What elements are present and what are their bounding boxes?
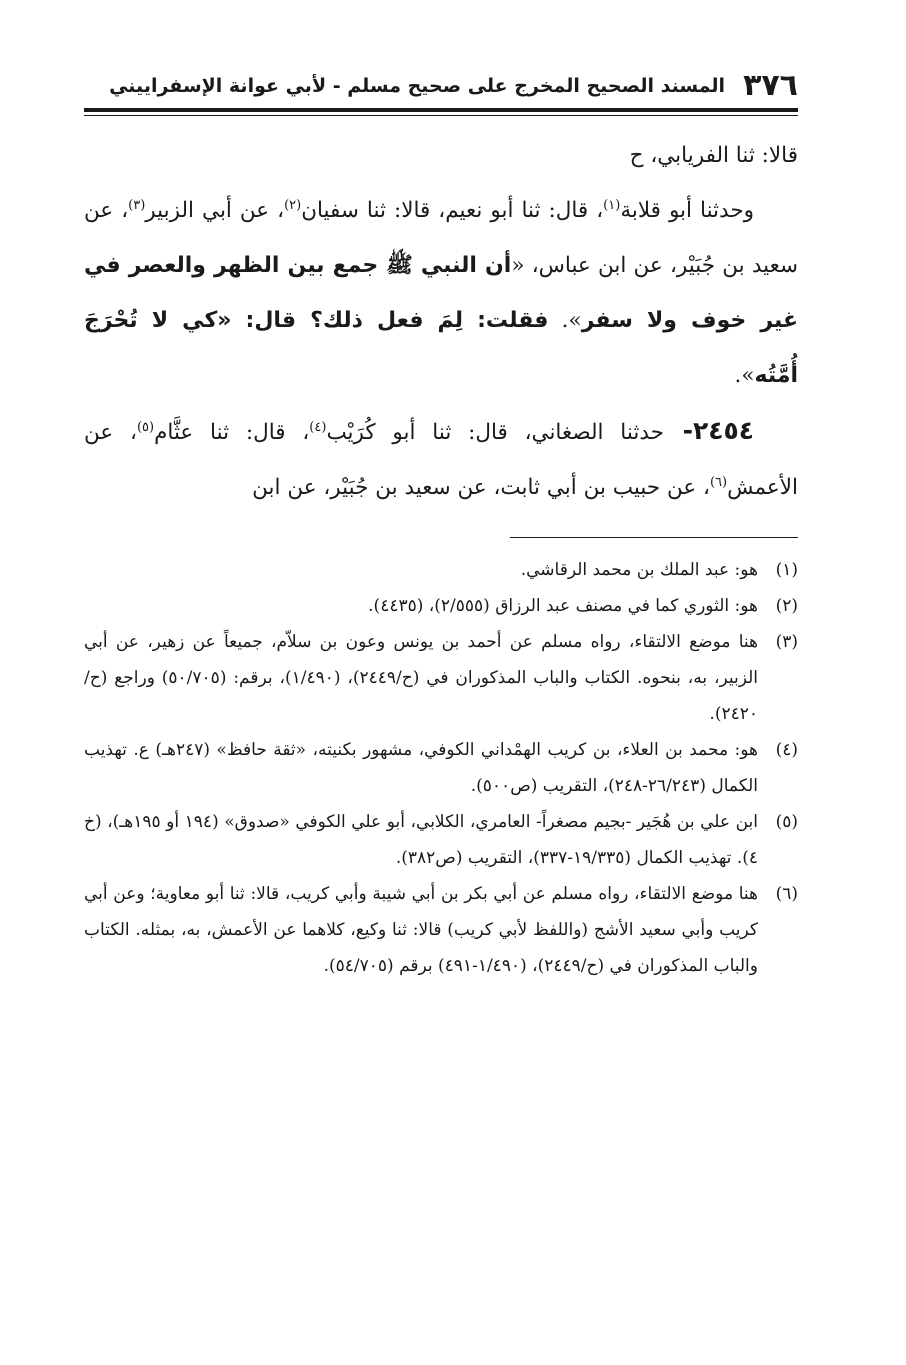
para1-segment-1: وحدثنا أبو قلابة bbox=[620, 198, 754, 223]
hadith-matn-2: فقلت: لِمَ فعل ذلك؟ قال: «كي لا تُحْرَجَ أُمَّتُه bbox=[84, 308, 798, 388]
footnote-4 bbox=[84, 732, 798, 804]
footnote-1 bbox=[84, 552, 798, 588]
para1-segment-2: ، قال: ثنا أبو نعيم، قالا: ثنا سفيان bbox=[301, 198, 604, 223]
footnote-number: (٢) bbox=[775, 596, 798, 616]
para2-segment-1: حدثنا الصغاني، قال: ثنا أبو كُرَيْب bbox=[326, 420, 664, 445]
para1-segment-4: ، عن سعيد بن جُبَيْر، عن ابن عباس، « bbox=[84, 198, 798, 278]
footnote-number: (١) bbox=[775, 560, 798, 580]
footnote-separator bbox=[510, 537, 798, 538]
paragraph-2 bbox=[84, 403, 798, 515]
book-page bbox=[84, 58, 798, 984]
page-header bbox=[84, 58, 798, 106]
footnote-text: هو: محمد بن العلاء، بن كريب الهمْداني الكوفي، مشهور بكنيته، «ثقة حافظ» (٢٤٧هـ) ع. تهذيب الكمال (٢٦/٢٤٣-٢٤٨)، التقريب (ص٥٠٠). bbox=[84, 740, 758, 796]
footnote-number: (٦) bbox=[775, 884, 799, 904]
footnote-text: ابن علي بن هُجَير -بجيم مصغراً- العامري، الكلابي، أبو علي الكوفي «صدوق» (١٩٤ أو ١٩٥هـ)، (خ ٤). تهذيب الكمال (١٩/٣٣٥-٣٣٧)، التقريب (ص٣٨٢). bbox=[84, 812, 758, 868]
footnote-ref-4[interactable]: (٤) bbox=[309, 420, 327, 435]
footnote-ref-1[interactable]: (١) bbox=[603, 198, 621, 213]
paragraph-1 bbox=[84, 183, 798, 403]
footnote-text: هو: عبد الملك بن محمد الرقاشي. bbox=[520, 560, 758, 580]
footnote-number: (٤) bbox=[775, 740, 798, 760]
para1-segment-6: ». bbox=[734, 363, 755, 388]
footnote-text: هنا موضع الالتقاء، رواه مسلم عن أبي بكر بن أبي شيبة وأبي كريب، قالا: ثنا أبو معاوية؛ وعن أبي كريب وأبي سعيد الأشج (واللفظ لأبي كريب) قالا: ثنا وكيع، كلاهما عن الأعمش، به، بمثله. الكتاب والباب المذكوران في (ح/٢٤٤٩)، (١/٤٩٠-٤٩١) برقم (٥٤/٧٠٥). bbox=[84, 884, 759, 976]
footnote-ref-5[interactable]: (٥) bbox=[136, 420, 155, 435]
footnote-5 bbox=[84, 804, 798, 876]
para1-segment-5: ». bbox=[548, 308, 582, 333]
footnote-6 bbox=[84, 876, 798, 984]
hadith-number-dash: - bbox=[663, 416, 693, 445]
page-number: ٣٧٦ bbox=[743, 68, 798, 103]
footnote-ref-2[interactable]: (٢) bbox=[284, 198, 302, 213]
footnote-text: هنا موضع الالتقاء، رواه مسلم عن أحمد بن يونس وعون بن سلاّم، جميعاً عن زهير، عن أبي الزبير، به، بنحوه. الكتاب والباب المذكوران في (ح/٢٤٤٩)، (١/٤٩٠)، برقم: (٥٠/٧٠٥) وراجع (ح/٢٤٢٠). bbox=[84, 632, 758, 724]
main-text bbox=[84, 128, 798, 515]
footnotes bbox=[84, 552, 798, 984]
hadith-matn: أن النبي ﷺ جمع بين الظهر والعصر في غير خوف ولا سفر bbox=[84, 253, 799, 333]
footnote-3 bbox=[84, 624, 798, 732]
hadith-number: ٢٤٥٤ bbox=[692, 416, 754, 445]
running-title: المسند الصحيح المخرج على صحيح مسلم - لأبي عوانة الإسفراييني bbox=[109, 75, 726, 97]
para2-segment-3: ، عن الأعمش bbox=[84, 420, 798, 500]
footnote-ref-3[interactable]: (٣) bbox=[128, 198, 146, 213]
footnote-ref-6[interactable]: (٦) bbox=[709, 475, 728, 490]
text-line-1: قالا: ثنا الفريابي، ح bbox=[629, 143, 798, 168]
header-rule-thick bbox=[84, 108, 798, 112]
header-rule-thin bbox=[84, 115, 798, 116]
para2-segment-2: ، قال: ثنا عثَّام bbox=[154, 420, 310, 445]
footnote-number: (٥) bbox=[775, 812, 798, 832]
footnote-number: (٣) bbox=[775, 632, 798, 652]
para2-segment-4: ، عن حبيب بن أبي ثابت، عن سعيد بن جُبَيْر، عن ابن bbox=[252, 475, 710, 500]
footnote-2 bbox=[84, 588, 798, 624]
para1-segment-3: ، عن أبي الزبير bbox=[145, 198, 285, 223]
footnote-text: هو: الثوري كما في مصنف عبد الرزاق (٢/٥٥٥)، (٤٤٣٥). bbox=[368, 596, 758, 616]
